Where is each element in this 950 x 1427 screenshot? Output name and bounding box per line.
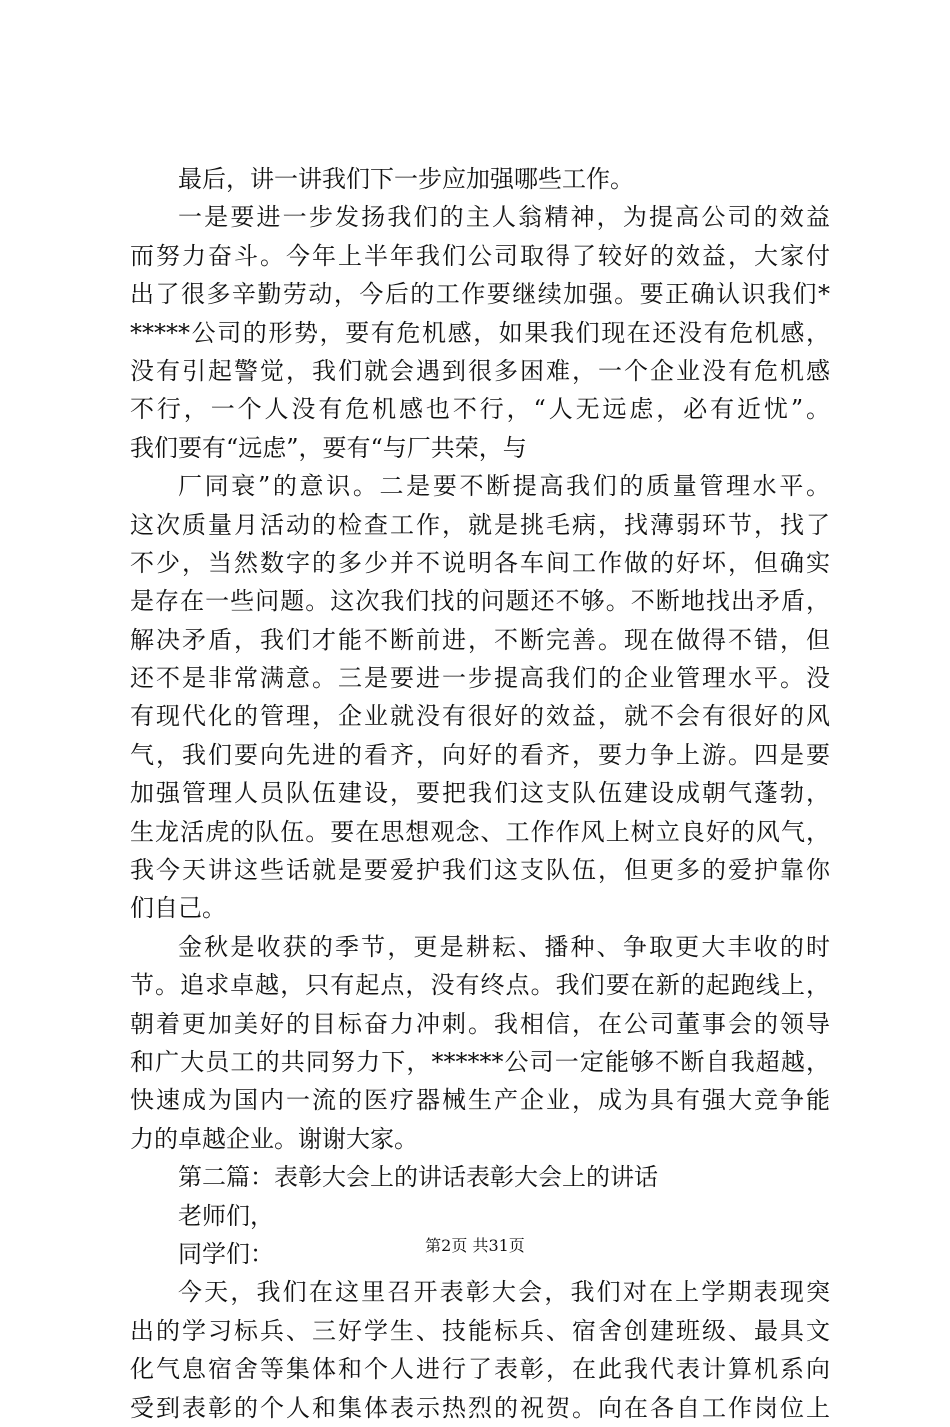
text-line: 金秋是收获的季节，更是耕耘、播种、争取更大丰收的时: [178, 932, 830, 961]
text-line: 不少，当然数字的多少并不说明各车间工作做的好坏，但确实: [130, 548, 830, 577]
text-line: 生龙活虎的队伍。要在思想观念、工作作风上树立良好的风气，: [130, 817, 830, 846]
text-line: 们自己。: [130, 894, 226, 923]
text-line: 力的卓越企业。谢谢大家。: [130, 1124, 418, 1153]
text-line: 不行，一个人没有危机感也不行，“人无远虑，必有近忧”。: [130, 395, 830, 424]
text-line: 厂同衰”的意识。二是要不断提高我们的质量管理水平。: [178, 472, 830, 501]
text-line: 是存在一些问题。这次我们找的问题还不够。不断地找出矛盾，: [130, 587, 830, 616]
text-line: 节。追求卓越，只有起点，没有终点。我们要在新的起跑线上，: [130, 971, 830, 1000]
text-line: 老师们，: [178, 1201, 274, 1230]
page-footer: 第2页 共31页: [425, 1236, 525, 1255]
text-line: 今天，我们在这里召开表彰大会，我们对在上学期表现突: [178, 1278, 830, 1307]
text-line: 气，我们要向先进的看齐，向好的看齐，要力争上游。四是要: [130, 740, 830, 769]
text-line: 我今天讲这些话就是要爱护我们这支队伍，但更多的爱护靠你: [130, 856, 830, 885]
text-line: 快速成为国内一流的医疗器械生产企业，成为具有强大竞争能: [130, 1086, 830, 1115]
text-line: 受到表彰的个人和集体表示热烈的祝贺。向在各自工作岗位上: [130, 1393, 830, 1422]
text-line: 还不是非常满意。三是要进一步提高我们的企业管理水平。没: [130, 664, 830, 693]
text-line: 第二篇：表彰大会上的讲话表彰大会上的讲话: [178, 1163, 658, 1192]
text-line: 化气息宿舍等集体和个人进行了表彰，在此我代表计算机系向: [130, 1355, 830, 1384]
text-line: 这次质量月活动的检查工作，就是挑毛病，找薄弱环节，找了: [130, 510, 830, 539]
text-line: 出的学习标兵、三好学生、技能标兵、宿舍创建班级、最具文: [130, 1316, 830, 1345]
text-line: 一是要进一步发扬我们的主人翁精神，为提高公司的效益: [178, 203, 830, 232]
text-line: 和广大员工的共同努力下，******公司一定能够不断自我超越，: [130, 1047, 830, 1076]
text-line: 最后，讲一讲我们下一步应加强哪些工作。: [178, 165, 634, 193]
text-line: 出了很多辛勤劳动，今后的工作要继续加强。要正确认识我们*: [130, 280, 830, 309]
text-line: 朝着更加美好的目标奋力冲刺。我相信，在公司董事会的领导: [130, 1009, 830, 1038]
text-line: 解决矛盾，我们才能不断前进，不断完善。现在做得不错，但: [130, 625, 830, 654]
text-line: 同学们：: [178, 1239, 274, 1268]
text-line: 而努力奋斗。今年上半年我们公司取得了较好的效益，大家付: [130, 241, 830, 270]
text-line: 我们要有“远虑”，要有“与厂共荣，与: [130, 433, 527, 462]
text-line: 有现代化的管理，企业就没有很好的效益，就不会有很好的风: [130, 702, 830, 731]
text-line: 加强管理人员队伍建设，要把我们这支队伍建设成朝气蓬勃，: [130, 779, 830, 808]
text-line: *****公司的形势，要有危机感，如果我们现在还没有危机感，: [130, 318, 830, 347]
text-line: 没有引起警觉，我们就会遇到很多困难，一个企业没有危机感: [130, 356, 830, 385]
